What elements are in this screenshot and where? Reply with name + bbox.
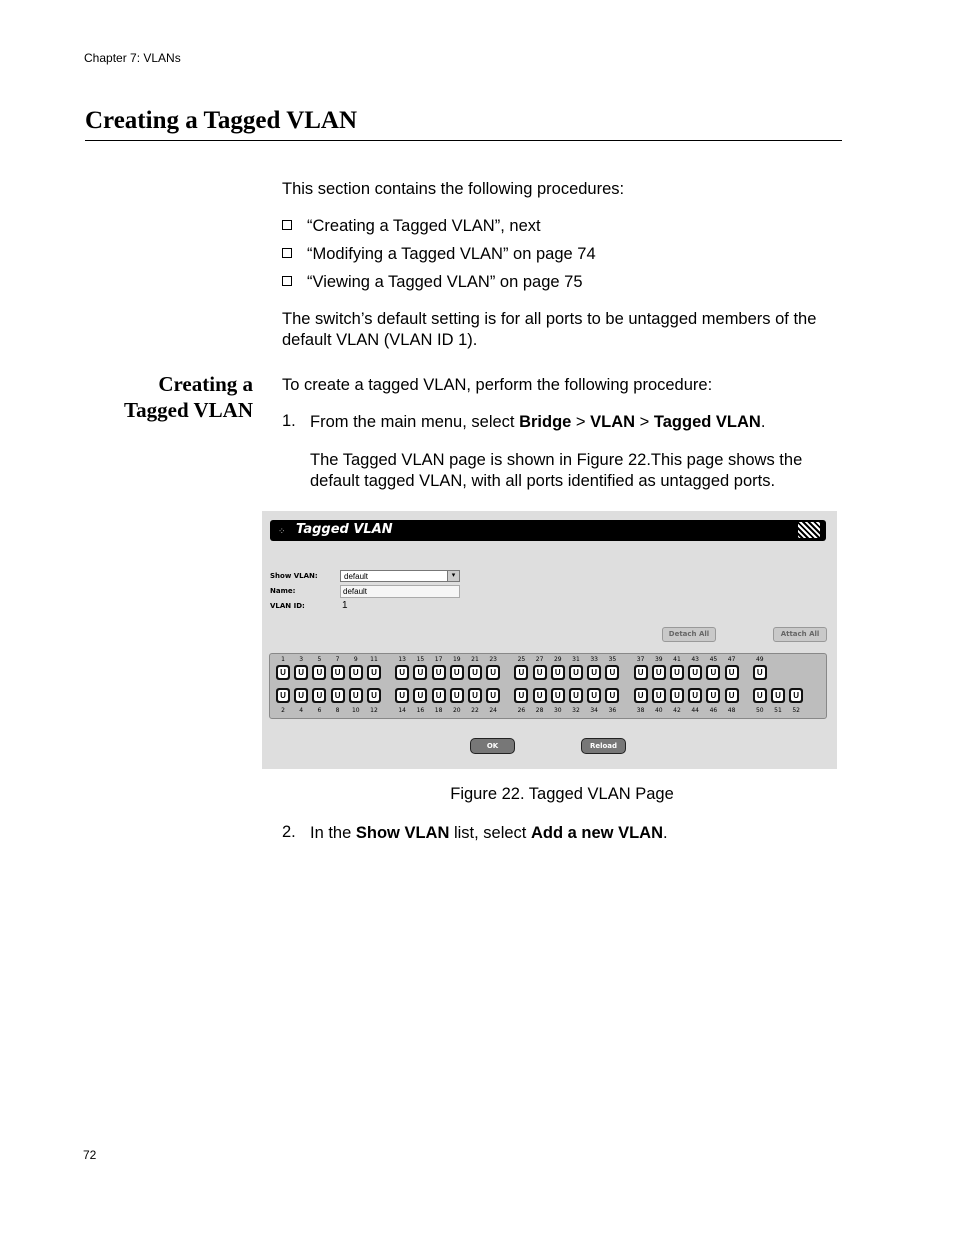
port-state-label: U	[516, 690, 526, 701]
port-number-label: 47	[727, 656, 736, 663]
port-number-label: 38	[636, 707, 645, 714]
port-state-label: U	[791, 690, 801, 701]
procedure-item-3: “Viewing a Tagged VLAN” on page 75	[282, 272, 583, 292]
port-number-label: 37	[636, 656, 645, 663]
port-48-toggle[interactable]	[725, 688, 739, 703]
show-vlan-select[interactable]: default ▾	[340, 570, 460, 582]
show-vlan-label: Show VLAN:	[270, 572, 318, 580]
reload-button[interactable]: Reload	[581, 738, 626, 754]
port-4-toggle[interactable]	[294, 688, 308, 703]
port-number-label: 12	[370, 707, 378, 714]
port-38-toggle[interactable]	[634, 688, 648, 703]
port-state-label: U	[470, 667, 480, 678]
figure-caption: Figure 22. Tagged VLAN Page	[450, 785, 674, 803]
port-36-toggle[interactable]	[605, 688, 619, 703]
port-state-label: U	[690, 690, 700, 701]
step-2-number: 2.	[282, 823, 296, 841]
chapter-header: Chapter 7: VLANs	[84, 51, 181, 65]
step-2-text: In the Show VLAN list, select Add a new VLAN.	[310, 824, 668, 842]
port-number-label: 34	[590, 707, 598, 714]
port-state-label: U	[755, 690, 765, 701]
port-41-toggle[interactable]	[670, 665, 684, 680]
port-state-label: U	[333, 667, 343, 678]
port-number-label: 30	[553, 707, 562, 714]
port-51-toggle[interactable]	[771, 688, 785, 703]
port-number-label: 11	[370, 656, 378, 663]
port-number-label: 8	[335, 707, 340, 714]
panel-title-bar	[270, 520, 826, 541]
port-44-toggle[interactable]	[688, 688, 702, 703]
port-state-label: U	[708, 667, 718, 678]
port-14-toggle[interactable]	[395, 688, 409, 703]
procedure-item-1: “Creating a Tagged VLAN”, next	[282, 216, 541, 236]
port-number-label: 5	[317, 656, 322, 663]
port-state-label: U	[314, 690, 324, 701]
port-8-toggle[interactable]	[331, 688, 345, 703]
port-state-label: U	[727, 690, 737, 701]
port-number-label: 43	[691, 656, 699, 663]
port-state-label: U	[369, 667, 379, 678]
port-number-label: 44	[691, 707, 699, 714]
port-number-label: 27	[535, 656, 544, 663]
port-29-toggle[interactable]	[551, 665, 565, 680]
port-3-toggle[interactable]	[294, 665, 308, 680]
step-1-note: The Tagged VLAN page is shown in Figure 22.This page shows the default tagged VLAN, with all ports identified as untagged ports.	[310, 451, 803, 490]
checkbox-bullet-icon	[282, 248, 292, 258]
port-state-label: U	[654, 667, 664, 678]
port-state-label: U	[296, 690, 306, 701]
port-46-toggle[interactable]	[706, 688, 720, 703]
port-number-label: 16	[416, 707, 425, 714]
port-37-toggle[interactable]	[634, 665, 648, 680]
port-40-toggle[interactable]	[652, 688, 666, 703]
port-state-label: U	[488, 667, 498, 678]
port-number-label: 45	[709, 656, 718, 663]
port-number-label: 31	[572, 656, 580, 663]
port-25-toggle[interactable]	[514, 665, 528, 680]
step-1-text: From the main menu, select Bridge > VLAN > Tagged VLAN.	[310, 413, 766, 431]
port-number-label: 49	[755, 656, 764, 663]
port-state-label: U	[755, 667, 765, 678]
tagged-vlan-figure	[262, 511, 837, 769]
port-15-toggle[interactable]	[413, 665, 427, 680]
port-number-label: 22	[471, 707, 479, 714]
port-number-label: 1	[281, 656, 285, 663]
port-47-toggle[interactable]	[725, 665, 739, 680]
panel-title: Tagged VLAN	[296, 522, 393, 537]
port-state-label: U	[672, 667, 682, 678]
port-state-label: U	[535, 690, 545, 701]
port-23-toggle[interactable]	[486, 665, 500, 680]
port-state-label: U	[333, 690, 343, 701]
page-title: Creating a Tagged VLAN	[85, 107, 358, 134]
attach-all-button[interactable]: Attach All	[773, 627, 827, 642]
port-number-label: 40	[654, 707, 663, 714]
port-2-toggle[interactable]	[276, 688, 290, 703]
port-state-label: U	[397, 690, 407, 701]
port-34-toggle[interactable]	[587, 688, 601, 703]
chevron-down-icon[interactable]: ▾	[447, 571, 459, 581]
port-49-toggle[interactable]	[753, 665, 767, 680]
port-number-label: 42	[673, 707, 681, 714]
port-state-label: U	[452, 667, 462, 678]
port-number-label: 4	[299, 707, 304, 714]
port-number-label: 46	[709, 707, 718, 714]
vlan-id-value: 1	[342, 600, 348, 611]
port-number-label: 35	[608, 656, 617, 663]
default-note: The switch’s default setting is for all ports to be untagged members of the default VLAN (VLAN ID 1).	[282, 310, 817, 349]
port-7-toggle[interactable]	[331, 665, 345, 680]
port-number-label: 2	[281, 707, 285, 714]
title-rule	[85, 140, 842, 141]
port-state-label: U	[773, 690, 783, 701]
port-state-label: U	[351, 690, 361, 701]
port-27-toggle[interactable]	[533, 665, 547, 680]
port-state-label: U	[314, 667, 324, 678]
step-1-number: 1.	[282, 412, 296, 430]
port-number-label: 48	[727, 707, 736, 714]
port-state-label: U	[278, 690, 288, 701]
port-45-toggle[interactable]	[706, 665, 720, 680]
section-heading: Creating a Tagged VLAN	[124, 372, 253, 422]
port-9-toggle[interactable]	[349, 665, 363, 680]
port-state-label: U	[672, 690, 682, 701]
port-5-toggle[interactable]	[312, 665, 326, 680]
port-22-toggle[interactable]	[468, 688, 482, 703]
port-state-label: U	[397, 667, 407, 678]
port-state-label: U	[516, 667, 526, 678]
checkbox-bullet-icon	[282, 276, 292, 286]
port-number-label: 6	[317, 707, 322, 714]
port-39-toggle[interactable]	[652, 665, 666, 680]
port-number-label: 14	[398, 707, 406, 714]
port-number-label: 28	[535, 707, 544, 714]
port-state-label: U	[571, 690, 581, 701]
port-18-toggle[interactable]	[432, 688, 446, 703]
port-number-label: 3	[299, 656, 304, 663]
port-number-label: 23	[489, 656, 497, 663]
port-number-label: 33	[590, 656, 598, 663]
port-number-label: 51	[774, 707, 782, 714]
port-number-label: 29	[553, 656, 562, 663]
port-state-label: U	[636, 667, 646, 678]
port-state-label: U	[589, 690, 599, 701]
port-20-toggle[interactable]	[450, 688, 464, 703]
port-43-toggle[interactable]	[688, 665, 702, 680]
port-50-toggle[interactable]	[753, 688, 767, 703]
port-52-toggle[interactable]	[789, 688, 803, 703]
port-state-label: U	[415, 690, 425, 701]
port-state-label: U	[369, 690, 379, 701]
port-state-label: U	[470, 690, 480, 701]
port-number-label: 18	[434, 707, 443, 714]
port-state-label: U	[607, 690, 617, 701]
section-lead: To create a tagged VLAN, perform the following procedure:	[282, 376, 713, 394]
port-state-label: U	[452, 690, 462, 701]
port-number-label: 24	[489, 707, 497, 714]
port-11-toggle[interactable]	[367, 665, 381, 680]
checkbox-bullet-icon	[282, 220, 292, 230]
port-number-label: 21	[471, 656, 479, 663]
intro-text: This section contains the following procedures:	[282, 180, 625, 198]
menu-dots-icon: ⁘	[278, 526, 285, 536]
port-number-label: 20	[452, 707, 461, 714]
port-number-label: 50	[755, 707, 764, 714]
port-state-label: U	[607, 667, 617, 678]
port-number-label: 15	[416, 656, 425, 663]
port-state-label: U	[636, 690, 646, 701]
port-state-label: U	[434, 690, 444, 701]
port-number-label: 26	[517, 707, 526, 714]
port-13-toggle[interactable]	[395, 665, 409, 680]
port-state-label: U	[553, 690, 563, 701]
port-number-label: 19	[452, 656, 461, 663]
port-number-label: 41	[673, 656, 681, 663]
port-33-toggle[interactable]	[587, 665, 601, 680]
port-number-label: 39	[654, 656, 663, 663]
port-state-label: U	[488, 690, 498, 701]
ok-button[interactable]: OK	[470, 738, 515, 754]
port-panel	[269, 653, 827, 719]
procedure-item-2: “Modifying a Tagged VLAN” on page 74	[282, 244, 596, 264]
port-32-toggle[interactable]	[569, 688, 583, 703]
port-state-label: U	[571, 667, 581, 678]
port-state-label: U	[415, 667, 425, 678]
port-state-label: U	[434, 667, 444, 678]
port-1-toggle[interactable]	[276, 665, 290, 680]
vlan-id-label: VLAN ID:	[270, 602, 305, 610]
port-26-toggle[interactable]	[514, 688, 528, 703]
port-6-toggle[interactable]	[312, 688, 326, 703]
port-state-label: U	[351, 667, 361, 678]
port-state-label: U	[553, 667, 563, 678]
name-label: Name:	[270, 587, 296, 595]
port-42-toggle[interactable]	[670, 688, 684, 703]
port-state-label: U	[535, 667, 545, 678]
port-24-toggle[interactable]	[486, 688, 500, 703]
port-30-toggle[interactable]	[551, 688, 565, 703]
port-21-toggle[interactable]	[468, 665, 482, 680]
port-12-toggle[interactable]	[367, 688, 381, 703]
port-state-label: U	[727, 667, 737, 678]
port-state-label: U	[278, 667, 288, 678]
port-number-label: 10	[351, 707, 360, 714]
port-31-toggle[interactable]	[569, 665, 583, 680]
port-number-label: 17	[434, 656, 443, 663]
port-state-label: U	[690, 667, 700, 678]
port-16-toggle[interactable]	[413, 688, 427, 703]
port-number-label: 9	[353, 656, 358, 663]
port-number-label: 36	[608, 707, 617, 714]
port-state-label: U	[708, 690, 718, 701]
port-state-label: U	[589, 667, 599, 678]
port-17-toggle[interactable]	[432, 665, 446, 680]
logo-icon	[798, 522, 820, 538]
port-number-label: 13	[398, 656, 406, 663]
port-19-toggle[interactable]	[450, 665, 464, 680]
port-35-toggle[interactable]	[605, 665, 619, 680]
port-28-toggle[interactable]	[533, 688, 547, 703]
name-input[interactable]: default	[340, 585, 460, 598]
port-number-label: 52	[792, 707, 800, 714]
port-number-label: 25	[517, 656, 526, 663]
port-10-toggle[interactable]	[349, 688, 363, 703]
detach-all-button[interactable]: Detach All	[662, 627, 716, 642]
port-state-label: U	[654, 690, 664, 701]
port-number-label: 32	[572, 707, 580, 714]
page-number: 72	[83, 1148, 97, 1162]
port-number-label: 7	[335, 656, 340, 663]
port-state-label: U	[296, 667, 306, 678]
